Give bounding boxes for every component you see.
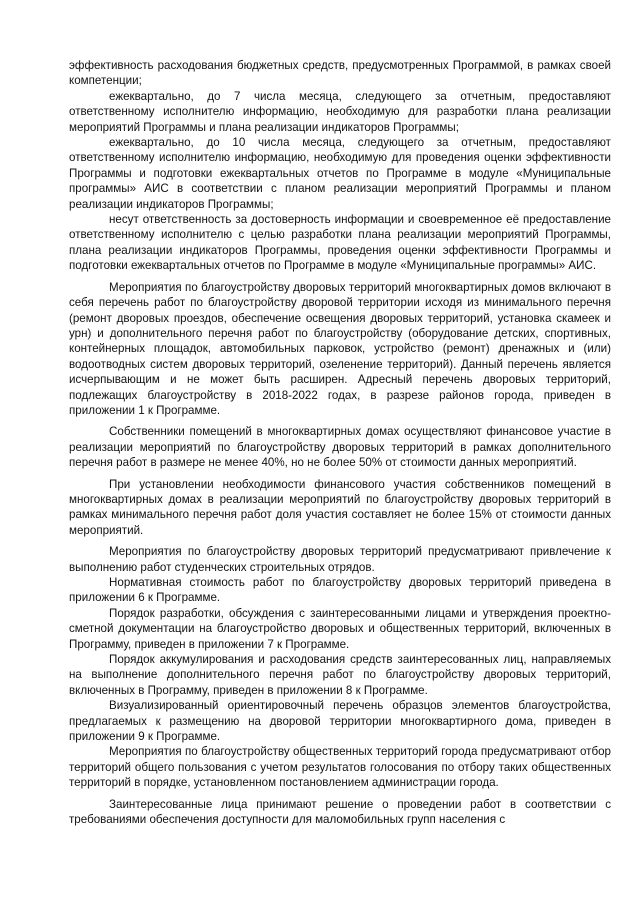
document-page: [69, 58, 611, 828]
paragraph-courtyard-measures: Мероприятия по благоустройству дворовых территорий многоквартирных домов включают в себя перечень работ по благоустройству дворовой территории исходя из минимального перечня (ремонт дворовых проездов, обеспечение освещения дворовых территорий, установка скамеек и урн) и дополнительного перечня работ по благоустройству (оборудование детских, спортивных, контейнерных площадок, автомобильных парковок, устройство (ремонт) дренажных и (или) водоотводных систем дворовых территорий, озеленение территорий). Данный перечень является исчерпывающим и не может быть расширен. Адресный перечень дворовых территорий, подлежащих благоустройству в 2018-2022 годах, в разрезе районов города, приведен в приложении 1 к Программе.: [69, 280, 611, 417]
paragraph-minimal-list-share: При установлении необходимости финансового участия собственников помещений в многоквартирных домах в реализации мероприятий по благоустройству дворовых территорий в рамках минимального перечня работ доля участия составляет не более 15% от стоимости данных мероприятий.: [69, 477, 611, 537]
paragraph-design-docs: Порядок разработки, обсуждения с заинтересованными лицами и утверждения проектно-сметной документации на благоустройство дворовых и общественных территорий, включенных в Программу, приведен в приложении 7 к Программе.: [69, 606, 611, 651]
paragraph-owners-participation: Собственники помещений в многоквартирных домах осуществляют финансовое участие в реализации мероприятий по благоустройству дворовых территорий в рамках дополнительного перечня работ в размере не менее 40%, но не более 50% от стоимости данных мероприятий.: [69, 425, 611, 470]
paragraph-normative-cost: Нормативная стоимость работ по благоустройству дворовых территорий приведена в приложении 6 к Программе.: [69, 576, 611, 605]
paragraph-accessibility: Заинтересованные лица принимают решение о проведении работ в соответствии с требованиями обеспечения доступности для маломобильных групп населения с: [69, 797, 611, 827]
paragraph-quarterly-10th: ежеквартально, до 10 числа месяца, следующего за отчетным, предоставляют ответственному исполнителю информацию, необходимую для проведения оценки эффективности Программы и подготовки ежеквартальных отчетов по Программе в модуле «Муниципальные программы» АИС в соответствии с планом реализации мероприятий Программы и планом реализации индикаторов Программы;: [69, 136, 611, 211]
paragraph-budget-efficiency: эффективность расходования бюджетных средств, предусмотренных Программой, в рамках своей компетенции;: [69, 59, 611, 88]
paragraph-student-teams: Мероприятия по благоустройству дворовых территорий предусматривают привлечение к выполнению работ студенческих строительных отрядов.: [69, 545, 611, 574]
paragraph-funds-order: Порядок аккумулирования и расходования средств заинтересованных лиц, направляемых на выполнение дополнительного перечня работ по благоустройству дворовых территорий, включенных в Программу, приведен в приложении 8 к Программе.: [69, 653, 611, 697]
paragraph-quarterly-7th: ежеквартально, до 7 числа месяца, следующего за отчетным, предоставляют ответственному исполнителю информацию, необходимую для разработки плана реализации мероприятий Программы и плана реализации индикаторов Программы;: [69, 89, 611, 134]
paragraph-public-territories: Мероприятия по благоустройству общественных территорий города предусматривают отбор территорий общего пользования с учетом результатов голосования по отбору таких общественных территорий в порядке, установленном постановлением администрации города.: [69, 745, 611, 790]
paragraph-responsibility: несут ответственность за достоверность информации и своевременное её предоставление ответственному исполнителю с целью разработки плана реализации мероприятий Программы, плана реализации индикаторов Программы, проведения оценки эффективности Программы и подготовки ежеквартальных отчетов по Программе в модуле «Муниципальные программы» АИС.: [69, 213, 611, 273]
paragraph-visual-list: Визуализированный ориентировочный перечень образцов элементов благоустройства, предлагаемых к размещению на дворовой территории многоквартирного дома, приведен в приложении 9 к Программе.: [69, 699, 611, 744]
